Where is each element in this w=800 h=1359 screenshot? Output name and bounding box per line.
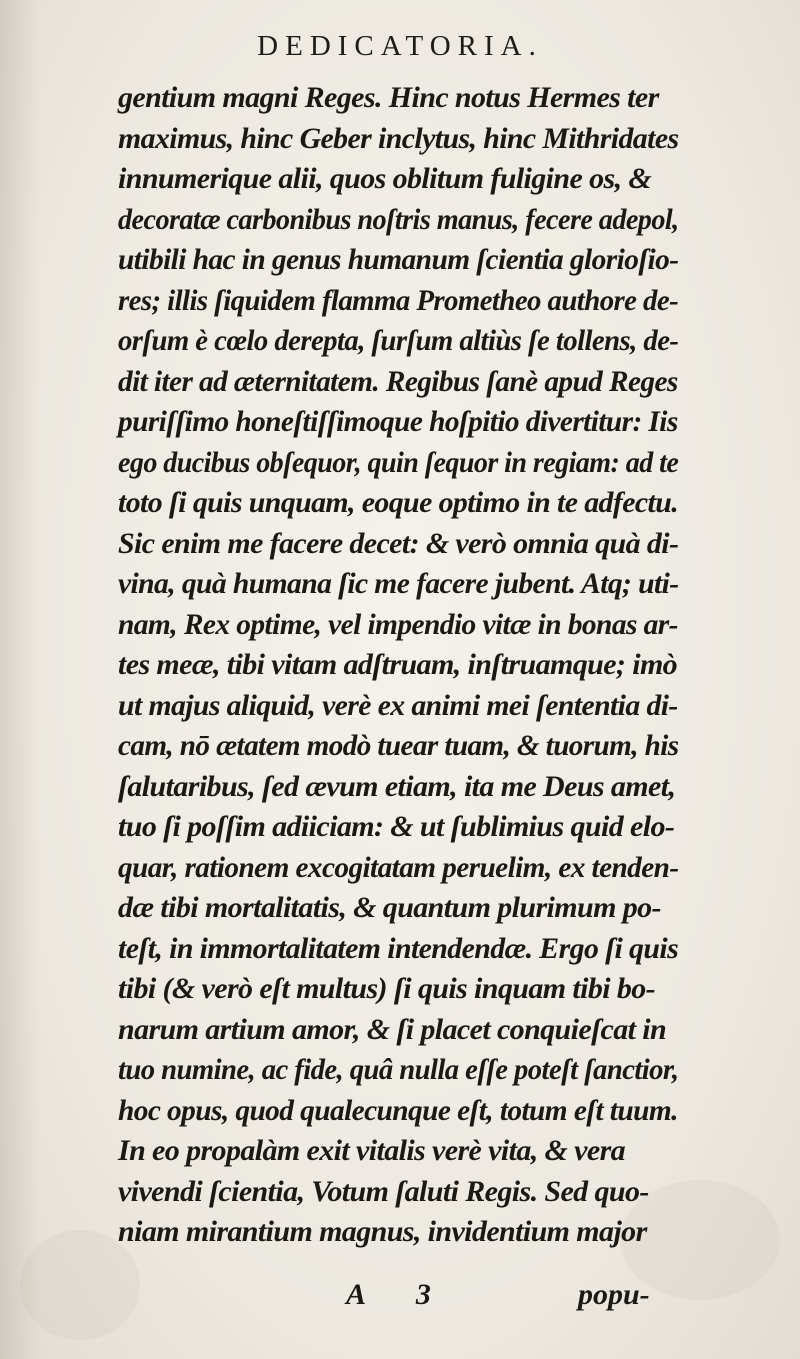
text-line: In eo propalàm exit vitalis verè vita, & vera (118, 1134, 626, 1167)
text-line: vivendi ſcientia, Votum ſaluti Regis. Sed quo- (118, 1174, 649, 1208)
text-line: decoratæ carbonibus noſtris manus, fecere adepol, (118, 202, 679, 236)
text-line: nam, Rex optime, vel impendio vitæ in bonas ar- (118, 607, 678, 641)
text-line: vina, quà humana ſic me facere jubent. Atq; uti- (118, 567, 679, 600)
text-line: teſt, in immortalitatem intendendæ. Ergo ſi quis (118, 931, 679, 965)
text-line: dæ tibi mortalitatis, & quantum plurimum po- (118, 891, 661, 924)
text-line: maximus, hinc Geber inclytus, hinc Mithridates (118, 121, 679, 155)
text-line: gentium magni Reges. Hinc notus Hermes ter (118, 81, 659, 114)
text-line: quar, rationem excogitatam peruelim, ex tenden- (118, 850, 679, 884)
gutter-shadow (0, 0, 40, 1359)
text-line: orſum è cœlo derepta, ſurſum altiùs ſe tollens, de- (118, 324, 679, 357)
text-line: res; illis ſiquidem flamma Prometheo authore de- (118, 283, 679, 317)
text-line: tuo ſi poſſim adiiciam: & ut ſublimius quid elo- (118, 810, 675, 843)
text-line: ſalutaribus, ſed ævum etiam, ita me Deus amet, (118, 769, 676, 803)
text-line: toto ſi quis unquam, eoque optimo in te adfectu. (118, 486, 679, 519)
catchword: popu- (578, 1278, 650, 1311)
text-line: cam, nō ætatem modò tuear tuam, & tuorum, his (118, 729, 679, 762)
text-line: ut majus aliquid, verè ex animi mei ſententia di- (118, 688, 678, 722)
text-line: puriſſimo honeſtiſſimoque hoſpitio divertitur: Iis (118, 405, 678, 438)
text-line: Sic enim me facere decet: & verò omnia quà di- (118, 526, 679, 560)
text-line: ego ducibus obſequor, quin ſequor in regiam: ad te (118, 445, 679, 479)
text-line: tibi (& verò eſt multus) ſi quis inquam tibi bo- (118, 972, 656, 1005)
signature-mark: A 3 (346, 1278, 453, 1311)
text-line: narum artium amor, & ſi placet conquieſcat in (118, 1012, 667, 1046)
text-line: niam mirantium magnus, invidentium major (118, 1215, 647, 1248)
text-block (118, 78, 679, 1253)
page-footer (0, 1278, 800, 1318)
text-line: innumerique alii, quos oblitum fuligine os, & (118, 162, 652, 195)
text-line: dit iter ad æternitatem. Regibus ſanè apud Reges (118, 364, 678, 398)
text-line: tuo numine, ac fide, quâ nulla eſſe poteſt ſanctior, (118, 1053, 679, 1086)
text-line: tes meæ, tibi vitam adſtruam, inſtruamque; imò (118, 648, 678, 681)
text-line: hoc opus, quod qualecunque eſt, totum eſt tuum. (118, 1093, 678, 1127)
text-line: utibili hac in genus humanum ſcientia glorioſio- (118, 243, 679, 276)
running-title: DEDICATORIA. (257, 30, 543, 62)
